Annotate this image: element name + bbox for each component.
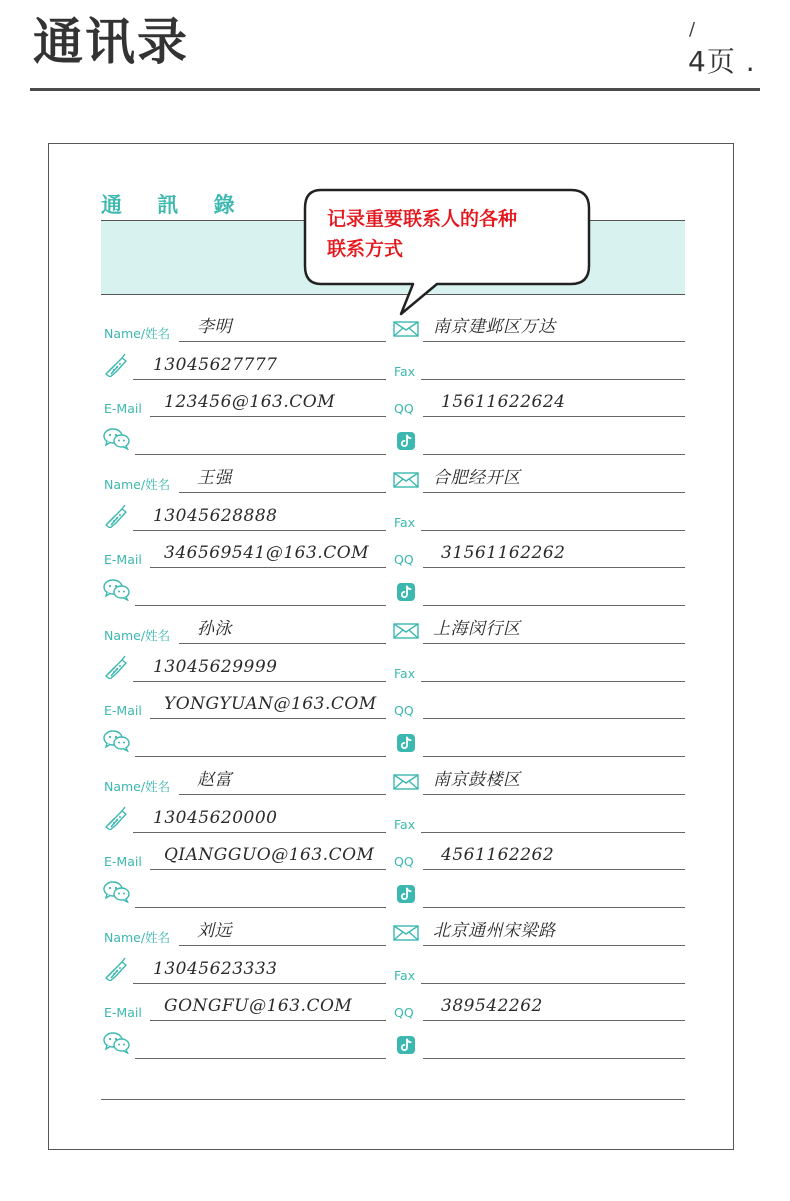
page-slash: / xyxy=(689,19,696,40)
email-label: E-Mail xyxy=(104,854,142,869)
email-field xyxy=(101,379,386,417)
phone-icon xyxy=(103,504,129,532)
phone-icon xyxy=(103,655,129,683)
envelope-icon xyxy=(393,321,419,341)
name-label: Name/姓名 xyxy=(104,779,171,794)
fax-field xyxy=(391,342,685,380)
contact-row-name xyxy=(101,757,685,795)
contact-row-phone xyxy=(101,795,685,833)
email-field-value[interactable]: GONGFU@163.COM xyxy=(164,996,353,1016)
email-field xyxy=(101,681,386,719)
contact-row-name xyxy=(101,908,685,946)
fax-label: Fax xyxy=(394,968,416,983)
phone-field-value[interactable]: 13045620000 xyxy=(153,808,278,828)
contact-entry xyxy=(101,757,685,908)
qq-field-value[interactable]: 31561162262 xyxy=(441,543,566,563)
contact-entry xyxy=(101,908,685,1059)
fax-label: Fax xyxy=(394,364,416,379)
address-field-value[interactable]: 上海闵行区 xyxy=(433,619,521,639)
contact-row-email xyxy=(101,379,685,417)
phone-field xyxy=(101,644,386,682)
email-label: E-Mail xyxy=(104,1005,142,1020)
envelope-icon xyxy=(393,472,419,492)
name-field-value[interactable]: 赵富 xyxy=(197,770,232,790)
email-label: E-Mail xyxy=(104,401,142,416)
contact-row-name xyxy=(101,606,685,644)
phone-field-value[interactable]: 13045623333 xyxy=(153,959,278,979)
name-field xyxy=(101,606,386,644)
fax-field xyxy=(391,644,685,682)
contact-row-social xyxy=(101,1021,685,1059)
name-field-value[interactable]: 李明 xyxy=(197,317,232,337)
address-field-value[interactable]: 合肥经开区 xyxy=(433,468,521,488)
douyin-icon xyxy=(397,885,415,907)
callout-line-1: 记录重要联系人的各种 xyxy=(327,208,518,230)
phone-field xyxy=(101,795,386,833)
envelope-icon xyxy=(393,925,419,945)
contact-row-social xyxy=(101,568,685,606)
phone-icon xyxy=(103,353,129,381)
douyin-icon xyxy=(397,1036,415,1058)
bottom-rule xyxy=(101,1099,685,1100)
fax-field xyxy=(391,795,685,833)
name-label: Name/姓名 xyxy=(104,477,171,492)
douyin-field xyxy=(391,870,685,908)
phone-field-value[interactable]: 13045627777 xyxy=(153,355,278,375)
qq-field xyxy=(391,681,685,719)
name-field xyxy=(101,908,386,946)
wechat-field xyxy=(101,870,386,908)
address-field-value[interactable]: 南京建邺区万达 xyxy=(433,317,556,337)
douyin-icon xyxy=(397,432,415,454)
email-field xyxy=(101,983,386,1021)
qq-label: QQ xyxy=(394,703,414,718)
email-field-value[interactable]: 123456@163.COM xyxy=(164,392,336,412)
address-field xyxy=(391,304,685,342)
phone-field xyxy=(101,946,386,984)
phone-field-value[interactable]: 13045629999 xyxy=(153,657,278,677)
phone-icon xyxy=(103,957,129,985)
douyin-field xyxy=(391,1021,685,1059)
fax-field xyxy=(391,946,685,984)
contact-row-email xyxy=(101,983,685,1021)
contact-row-phone xyxy=(101,342,685,380)
wechat-field-underline xyxy=(135,1058,386,1059)
qq-field xyxy=(391,832,685,870)
douyin-field xyxy=(391,417,685,455)
name-field-value[interactable]: 王强 xyxy=(197,468,232,488)
contact-row-email xyxy=(101,681,685,719)
phone-field xyxy=(101,493,386,531)
qq-field xyxy=(391,983,685,1021)
qq-field xyxy=(391,379,685,417)
name-label: Name/姓名 xyxy=(104,628,171,643)
name-label: Name/姓名 xyxy=(104,326,171,341)
qq-label: QQ xyxy=(394,552,414,567)
contact-row-social xyxy=(101,870,685,908)
contact-row-name xyxy=(101,304,685,342)
wechat-icon xyxy=(103,579,131,605)
wechat-field xyxy=(101,568,386,606)
douyin-field xyxy=(391,568,685,606)
wechat-icon xyxy=(103,428,131,454)
qq-label: QQ xyxy=(394,854,414,869)
email-field-value[interactable]: QIANGGUO@163.COM xyxy=(164,845,375,865)
address-field xyxy=(391,908,685,946)
qq-field-value[interactable]: 15611622624 xyxy=(441,392,566,412)
address-field xyxy=(391,757,685,795)
phone-field xyxy=(101,342,386,380)
callout-line-2: 联系方式 xyxy=(327,238,404,260)
contact-row-email xyxy=(101,530,685,568)
envelope-icon xyxy=(393,623,419,643)
contact-row-phone xyxy=(101,644,685,682)
email-field-value[interactable]: 346569541@163.COM xyxy=(164,543,370,563)
douyin-field xyxy=(391,719,685,757)
name-label: Name/姓名 xyxy=(104,930,171,945)
name-field xyxy=(101,757,386,795)
name-field xyxy=(101,304,386,342)
contact-entry xyxy=(101,606,685,757)
address-field-value[interactable]: 北京通州宋梁路 xyxy=(433,921,556,941)
wechat-icon xyxy=(103,1032,131,1058)
contact-entry xyxy=(101,304,685,455)
fax-field xyxy=(391,493,685,531)
contact-entry xyxy=(101,455,685,606)
address-field xyxy=(391,455,685,493)
qq-field-value[interactable]: 389542262 xyxy=(441,996,543,1016)
qq-field-value[interactable]: 4561162262 xyxy=(441,845,555,865)
fax-label: Fax xyxy=(394,666,416,681)
wechat-icon xyxy=(103,730,131,756)
qq-label: QQ xyxy=(394,1005,414,1020)
douyin-icon xyxy=(397,583,415,605)
contact-row-email xyxy=(101,832,685,870)
header-divider xyxy=(30,88,760,91)
douyin-icon xyxy=(397,734,415,756)
contact-row-social xyxy=(101,417,685,455)
name-field-value[interactable]: 孙泳 xyxy=(197,619,232,639)
contact-row-name xyxy=(101,455,685,493)
email-field xyxy=(101,530,386,568)
wechat-icon xyxy=(103,881,131,907)
phone-field-value[interactable]: 13045628888 xyxy=(153,506,278,526)
douyin-field-underline xyxy=(423,1058,685,1059)
contact-row-phone xyxy=(101,946,685,984)
email-label: E-Mail xyxy=(104,703,142,718)
address-field xyxy=(391,606,685,644)
name-field xyxy=(101,455,386,493)
email-label: E-Mail xyxy=(104,552,142,567)
page-title: 通讯录 xyxy=(33,13,189,71)
address-book-title: 通 訊 錄 xyxy=(101,192,249,217)
page-number: 4页 . xyxy=(688,45,756,78)
wechat-field xyxy=(101,719,386,757)
qq-label: QQ xyxy=(394,401,414,416)
email-field xyxy=(101,832,386,870)
envelope-icon xyxy=(393,774,419,794)
address-book-page xyxy=(48,143,734,1150)
wechat-field xyxy=(101,1021,386,1059)
address-field-value[interactable]: 南京鼓楼区 xyxy=(433,770,521,790)
fax-label: Fax xyxy=(394,515,416,530)
callout-text xyxy=(327,204,577,264)
qq-field xyxy=(391,530,685,568)
contact-row-social xyxy=(101,719,685,757)
phone-icon xyxy=(103,806,129,834)
name-field-value[interactable]: 刘远 xyxy=(197,921,232,941)
wechat-field xyxy=(101,417,386,455)
email-field-value[interactable]: YONGYUAN@163.COM xyxy=(164,694,377,714)
contact-row-phone xyxy=(101,493,685,531)
fax-label: Fax xyxy=(394,817,416,832)
callout-bubble xyxy=(303,188,591,318)
